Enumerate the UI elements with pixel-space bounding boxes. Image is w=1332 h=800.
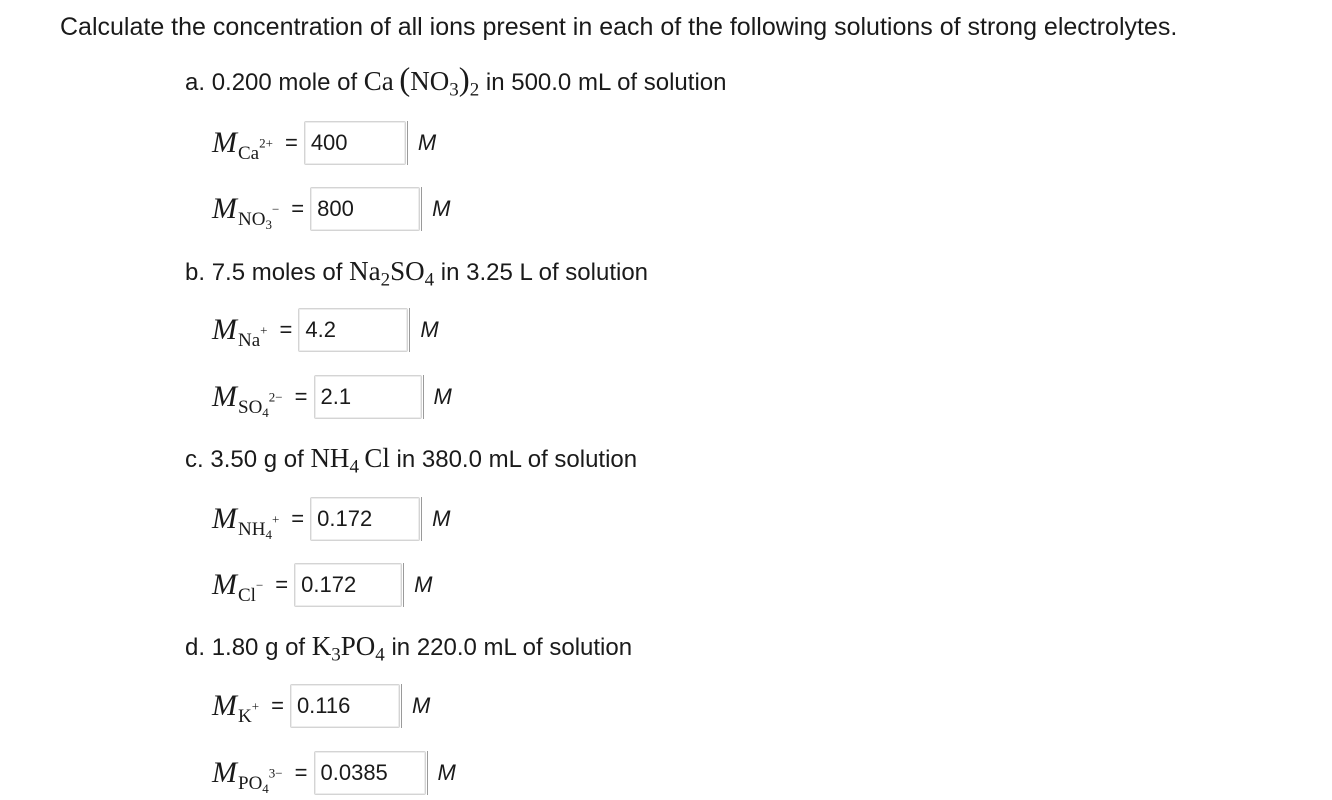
amount-text: 7.5 moles of xyxy=(211,259,343,286)
question-text: Calculate the concentration of all ions present in each of the following solutions of strong electrolytes. xyxy=(60,13,1178,41)
answer-row-cl xyxy=(212,562,432,608)
part-d-prompt xyxy=(185,629,632,665)
answer-box xyxy=(310,497,450,541)
answer-row-ca xyxy=(212,120,436,166)
answer-box xyxy=(314,751,456,795)
answer-box xyxy=(290,684,430,728)
molarity-label: M $NO_3^-$ xyxy=(212,192,280,232)
concentration-input[interactable]: 0.172 xyxy=(294,563,402,607)
concentration-input[interactable]: 400 xyxy=(304,121,406,165)
molarity-label: M $SO_4^{2-}$ xyxy=(212,380,283,420)
solution-text: in 500.0 mL of solution xyxy=(485,69,727,96)
unit-label: M xyxy=(401,684,430,728)
part-b-prompt xyxy=(185,254,648,290)
molarity-label: M $PO_4^{3-}$ xyxy=(212,756,283,796)
equals-sign: = xyxy=(291,506,305,531)
answer-row-na xyxy=(212,307,439,353)
molarity-label: M $NH_4^+$ xyxy=(212,502,280,542)
answer-row-k xyxy=(212,683,430,729)
unit-label: M xyxy=(403,563,432,607)
concentration-input[interactable]: 0.172 xyxy=(310,497,420,541)
part-letter: b. xyxy=(185,259,206,286)
concentration-input[interactable]: 2.1 xyxy=(314,375,422,419)
answer-row-no3 xyxy=(212,186,450,232)
answer-box xyxy=(314,375,452,419)
concentration-input[interactable]: 0.116 xyxy=(290,684,400,728)
molarity-label: M Cl− xyxy=(212,568,264,606)
concentration-input[interactable]: 800 xyxy=(310,187,420,231)
part-a-prompt xyxy=(185,64,726,100)
part-c-prompt xyxy=(185,441,637,477)
unit-label: M xyxy=(407,121,436,165)
unit-label: M xyxy=(421,187,450,231)
answer-box xyxy=(310,187,450,231)
unit-label: M xyxy=(423,375,452,419)
answer-box xyxy=(298,308,438,352)
concentration-input[interactable]: 4.2 xyxy=(298,308,408,352)
molarity-label: M $Ca^{2+}$ xyxy=(212,126,273,164)
answer-row-po4 xyxy=(212,750,456,796)
amount-text: 3.50 g of xyxy=(210,446,304,473)
part-letter: c. xyxy=(185,446,204,473)
equals-sign: = xyxy=(271,693,284,718)
equals-sign: = xyxy=(275,572,289,597)
unit-label: M xyxy=(421,497,450,541)
solution-text: in 220.0 mL of solution xyxy=(391,634,633,661)
compound-formula: $NH_4$ Cl xyxy=(310,443,390,478)
solution-text: in 3.25 L of solution xyxy=(440,259,649,286)
unit-label: M xyxy=(409,308,438,352)
equals-sign: = xyxy=(294,760,308,785)
compound-formula: Ca $(NO_3)_2$ xyxy=(363,62,480,101)
compound-formula: $Na_2SO_4$ xyxy=(349,256,435,291)
compound-formula: $K_3PO_4$ xyxy=(311,631,385,666)
solution-text: in 380.0 mL of solution xyxy=(396,446,638,473)
concentration-input[interactable]: 0.0385 xyxy=(314,751,426,795)
answer-box xyxy=(294,563,432,607)
molarity-label: M Na+ xyxy=(212,313,268,351)
answer-row-nh4 xyxy=(212,496,450,542)
answer-row-so4 xyxy=(212,374,452,420)
amount-text: 0.200 mole of xyxy=(211,69,358,96)
equals-sign: = xyxy=(284,130,298,155)
equals-sign: = xyxy=(279,317,293,342)
answer-box xyxy=(304,121,436,165)
equals-sign: = xyxy=(291,196,305,221)
equals-sign: = xyxy=(294,384,308,409)
part-letter: d. xyxy=(185,634,206,661)
part-letter: a. xyxy=(185,69,206,96)
unit-label: M xyxy=(427,751,456,795)
amount-text: 1.80 g of xyxy=(211,634,306,661)
molarity-label: M K+ xyxy=(212,689,260,727)
